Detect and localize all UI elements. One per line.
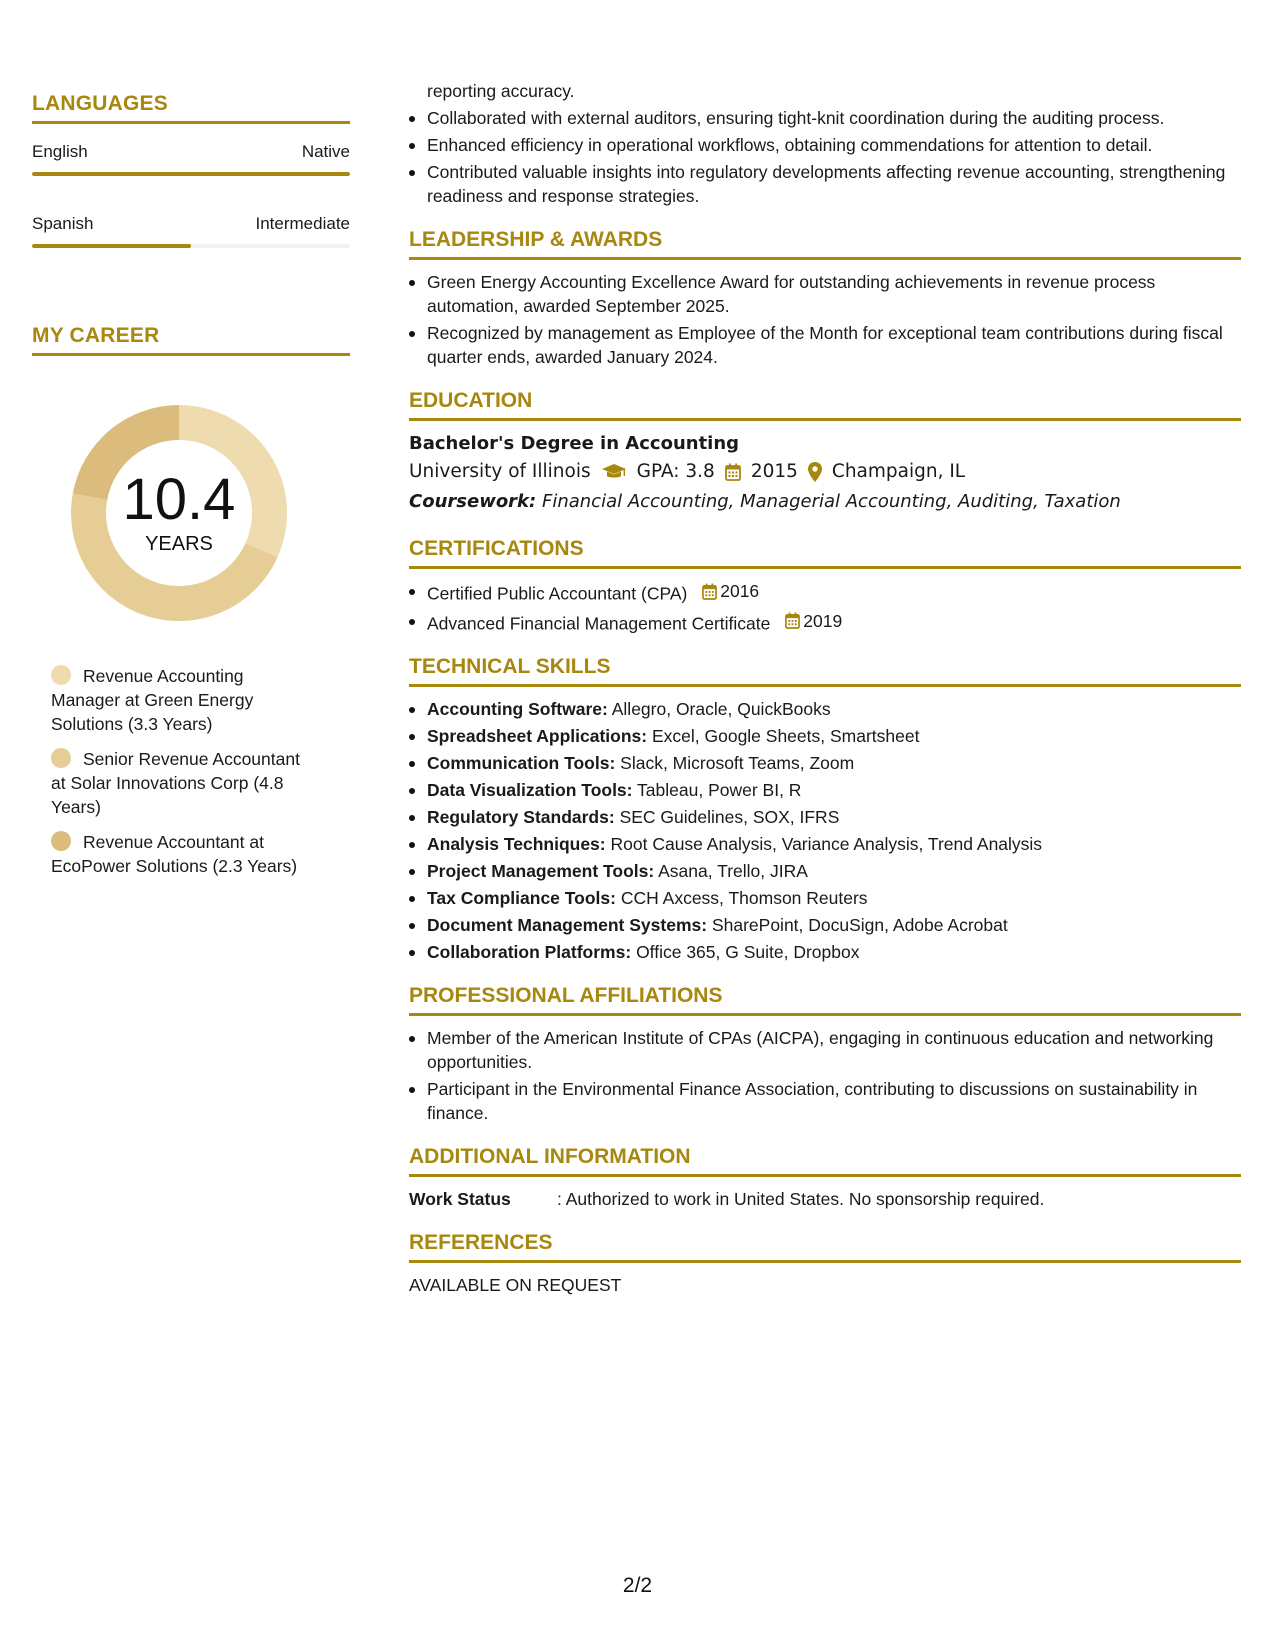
language-bar-fill (32, 244, 191, 248)
certification-name: Advanced Financial Management Certificate (427, 613, 771, 633)
career-donut-chart (64, 398, 294, 628)
education-heading: EDUCATION (409, 389, 1241, 421)
skill-item (409, 859, 1241, 883)
page-number: 2/2 (622, 1574, 653, 1597)
legend-text: Senior Revenue Accountant at Solar Innovations Corp (4.8 Years) (51, 749, 300, 817)
skill-values: SEC Guidelines, SOX, IFRS (619, 807, 840, 827)
affiliations-heading: PROFESSIONAL AFFILIATIONS (409, 984, 1241, 1016)
coursework-list: Financial Accounting, Managerial Accounting, Auditing, Taxation (541, 491, 1121, 512)
skill-category: Data Visualization Tools: (427, 780, 633, 800)
school-location: Champaign, IL (831, 461, 966, 482)
language-name: English (32, 142, 88, 161)
legend-text: Revenue Accountant at EcoPower Solutions (2.3 Years) (51, 832, 298, 876)
calendar-icon (785, 612, 800, 629)
skill-item (409, 724, 1241, 748)
skill-item (409, 886, 1241, 910)
continued-text: reporting accuracy. (427, 81, 575, 101)
affiliations-bullets (409, 1026, 1241, 1125)
skill-item (409, 697, 1241, 721)
bullet-item: Contributed valuable insights into regulatory developments affecting revenue accounting, strengthening readiness and response strategies. (409, 160, 1241, 208)
legend-item (51, 830, 307, 878)
skill-category: Collaboration Platforms: (427, 942, 632, 962)
skill-values: Allegro, Oracle, QuickBooks (611, 699, 831, 719)
skills-list (409, 697, 1241, 964)
bullet-item: Enhanced efficiency in operational workflows, obtaining commendations for attention to detail. (409, 133, 1241, 157)
bullet-item: Collaborated with external auditors, ensuring tight-knit coordination during the auditing process. (409, 106, 1241, 130)
education-details (409, 457, 1241, 487)
skill-category: Document Management Systems: (427, 915, 708, 935)
coursework-label: Coursework: (409, 491, 537, 512)
skill-values: Root Cause Analysis, Variance Analysis, Trend Analysis (610, 834, 1043, 854)
degree-title: Bachelor's Degree in Accounting (409, 433, 740, 454)
skill-category: Analysis Techniques: (427, 834, 606, 854)
certifications-heading: CERTIFICATIONS (409, 537, 1241, 569)
career-total-value: 10.4 (122, 467, 236, 532)
experience-bullets (409, 106, 1241, 208)
experience-continued (409, 79, 1241, 208)
work-status-row (409, 1187, 1241, 1211)
bullet-item: Recognized by management as Employee of the Month for exceptional team contributions during fiscal quarter ends, awarded January 2024. (409, 321, 1241, 369)
gpa: GPA: 3.8 (636, 461, 715, 482)
leadership-heading: LEADERSHIP & AWARDS (409, 228, 1241, 260)
calendar-icon (725, 463, 741, 481)
skill-category: Communication Tools: (427, 753, 616, 773)
references-text: AVAILABLE ON REQUEST (409, 1275, 622, 1295)
skill-item (409, 913, 1241, 937)
skill-item (409, 940, 1241, 964)
legend-item (51, 747, 307, 819)
language-item (32, 214, 350, 248)
calendar-icon (702, 583, 717, 600)
skill-values: Excel, Google Sheets, Smartsheet (651, 726, 920, 746)
skill-category: Project Management Tools: (427, 861, 655, 881)
legend-item (51, 664, 307, 736)
language-bar (32, 172, 350, 176)
certification-year: 2016 (720, 581, 760, 601)
legend-dot (51, 831, 71, 851)
certification-item (409, 609, 1241, 636)
career-heading: MY CAREER (32, 324, 350, 356)
skill-values: CCH Axcess, Thomson Reuters (620, 888, 868, 908)
career-total-unit: YEARS (145, 533, 213, 555)
skill-item (409, 805, 1241, 829)
language-level: Native (301, 142, 350, 161)
certification-item (409, 579, 1241, 606)
certification-name: Certified Public Accountant (CPA) (427, 583, 688, 604)
career-legend (32, 664, 307, 878)
leadership-bullets (409, 270, 1241, 369)
skills-heading: TECHNICAL SKILLS (409, 655, 1241, 687)
main-column (409, 79, 1241, 1297)
skill-item (409, 751, 1241, 775)
skill-values: Tableau, Power BI, R (637, 780, 802, 800)
skill-category: Tax Compliance Tools: (427, 888, 616, 908)
skill-values: Slack, Microsoft Teams, Zoom (620, 753, 855, 773)
school-name: University of Illinois (409, 461, 591, 482)
skill-values: Asana, Trello, JIRA (658, 861, 808, 881)
language-level: Intermediate (255, 214, 350, 233)
bullet-item: Green Energy Accounting Excellence Award for outstanding achievements in revenue process automation, awarded September 2025. (409, 270, 1241, 318)
references-heading: REFERENCES (409, 1231, 1241, 1263)
work-status-label: Work Status (409, 1189, 511, 1209)
skill-category: Accounting Software: (427, 699, 608, 719)
legend-text: Revenue Accounting Manager at Green Energy Solutions (3.3 Years) (51, 666, 254, 734)
skill-category: Spreadsheet Applications: (427, 726, 648, 746)
graduation-cap-icon (601, 463, 627, 481)
map-pin-icon (808, 462, 822, 482)
bullet-item: Member of the American Institute of CPAs (AICPA), engaging in continuous education and networking opportunities. (409, 1026, 1241, 1074)
work-status-value: : Authorized to work in United States. No sponsorship required. (557, 1189, 1045, 1209)
education-entry (409, 431, 1241, 517)
language-bar-fill (32, 172, 350, 176)
bullet-item: Participant in the Environmental Finance Association, contributing to discussions on sustainability in finance. (409, 1077, 1241, 1125)
coursework (409, 487, 1241, 517)
language-name: Spanish (32, 214, 94, 233)
skill-values: SharePoint, DocuSign, Adobe Acrobat (711, 915, 1008, 935)
skill-values: Office 365, G Suite, Dropbox (636, 942, 860, 962)
skill-item (409, 778, 1241, 802)
language-item (32, 142, 350, 176)
legend-dot (51, 748, 71, 768)
additional-info-heading: ADDITIONAL INFORMATION (409, 1145, 1241, 1177)
skill-item (409, 832, 1241, 856)
languages-heading: LANGUAGES (32, 92, 350, 124)
language-bar (32, 244, 350, 248)
donut-center (64, 398, 294, 628)
certification-year: 2019 (803, 610, 843, 631)
legend-dot (51, 665, 71, 685)
certifications-list (409, 579, 1241, 635)
graduation-year: 2015 (750, 461, 798, 482)
skill-category: Regulatory Standards: (427, 807, 615, 827)
sidebar (32, 92, 350, 889)
